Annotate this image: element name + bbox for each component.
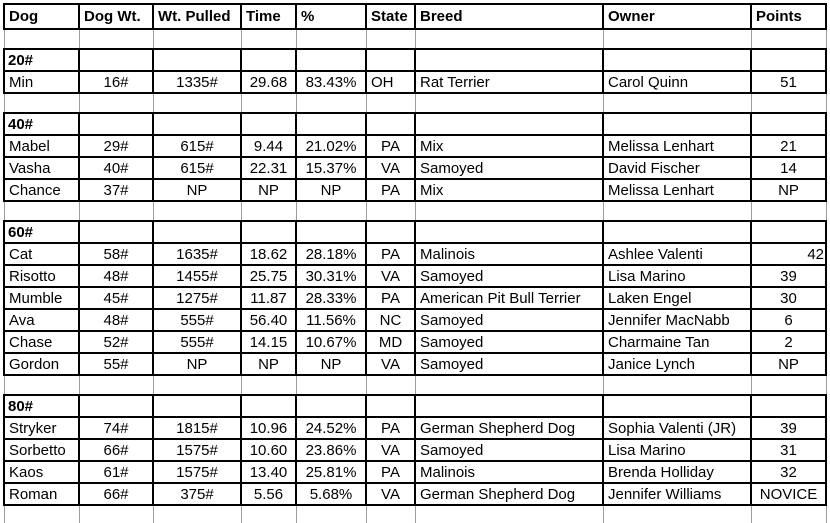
empty-cell: [603, 113, 751, 135]
cell-time: NP: [241, 179, 296, 201]
spacer-row: [4, 29, 826, 49]
empty-cell: [751, 221, 826, 243]
spacer-row: [4, 201, 826, 221]
empty-cell: [241, 49, 296, 71]
empty-cell: [153, 221, 241, 243]
cell-breed: Samoyed: [415, 265, 603, 287]
table-row: [4, 331, 826, 353]
cell-dog: Vasha: [4, 157, 79, 179]
cell-state: PA: [366, 135, 415, 157]
cell-dog-wt: 48#: [79, 309, 153, 331]
cell-breed: Samoyed: [415, 439, 603, 461]
cell-dog-wt: 61#: [79, 461, 153, 483]
cell-owner: Charmaine Tan: [603, 331, 751, 353]
empty-cell: [415, 221, 603, 243]
cell-state: PA: [366, 179, 415, 201]
cell-wt-pulled: 555#: [153, 331, 241, 353]
empty-cell: [415, 113, 603, 135]
section-label: 60#: [4, 221, 79, 243]
cell-time: 22.31: [241, 157, 296, 179]
column-header-points: Points: [751, 4, 826, 29]
gridline-cell: [296, 93, 366, 113]
table-row: [4, 417, 826, 439]
gridline-cell: [79, 93, 153, 113]
cell-points: 2: [751, 331, 826, 353]
cell-breed: Samoyed: [415, 309, 603, 331]
empty-cell: [296, 113, 366, 135]
spacer-row-final: [4, 505, 826, 523]
gridline-cell: [79, 201, 153, 221]
empty-cell: [241, 395, 296, 417]
cell-dog-wt: 58#: [79, 243, 153, 265]
cell-breed: Malinois: [415, 243, 603, 265]
empty-cell: [296, 395, 366, 417]
gridline-cell: [296, 201, 366, 221]
cell-owner: Melissa Lenhart: [603, 179, 751, 201]
cell-wt-pulled: 1575#: [153, 461, 241, 483]
cell-dog-wt: 40#: [79, 157, 153, 179]
gridline-cell: [603, 375, 751, 395]
empty-cell: [79, 49, 153, 71]
cell-state: PA: [366, 243, 415, 265]
empty-cell: [153, 113, 241, 135]
cell-dog-wt: 74#: [79, 417, 153, 439]
gridline-cell: [366, 29, 415, 49]
table-row: [4, 135, 826, 157]
cell-pct: 21.02%: [296, 135, 366, 157]
cell-time: 11.87: [241, 287, 296, 309]
cell-owner: Ashlee Valenti: [603, 243, 751, 265]
cell-breed: Malinois: [415, 461, 603, 483]
gridline-cell: [751, 505, 826, 523]
cell-state: VA: [366, 483, 415, 505]
cell-points: 30: [751, 287, 826, 309]
cell-state: PA: [366, 461, 415, 483]
empty-cell: [751, 49, 826, 71]
empty-cell: [79, 221, 153, 243]
column-header-wt-pulled: Wt. Pulled: [153, 4, 241, 29]
cell-pct: NP: [296, 353, 366, 375]
table-row: [4, 309, 826, 331]
cell-owner: David Fischer: [603, 157, 751, 179]
cell-wt-pulled: NP: [153, 353, 241, 375]
empty-cell: [751, 113, 826, 135]
cell-state: VA: [366, 439, 415, 461]
gridline-cell: [153, 93, 241, 113]
cell-points: 42: [751, 243, 826, 265]
cell-state: NC: [366, 309, 415, 331]
column-header-dog-wt: Dog Wt.: [79, 4, 153, 29]
cell-dog: Ava: [4, 309, 79, 331]
cell-breed: German Shepherd Dog: [415, 483, 603, 505]
cell-time: 18.62: [241, 243, 296, 265]
cell-points: 32: [751, 461, 826, 483]
cell-state: VA: [366, 265, 415, 287]
gridline-cell: [241, 201, 296, 221]
cell-dog: Sorbetto: [4, 439, 79, 461]
cell-pct: 24.52%: [296, 417, 366, 439]
cell-pct: 10.67%: [296, 331, 366, 353]
gridline-cell: [4, 201, 79, 221]
cell-state: PA: [366, 287, 415, 309]
section-row-20: [4, 49, 826, 71]
cell-dog: Mabel: [4, 135, 79, 157]
cell-time: 29.68: [241, 71, 296, 93]
spacer-row: [4, 375, 826, 395]
cell-points: 14: [751, 157, 826, 179]
cell-owner: Sophia Valenti (JR): [603, 417, 751, 439]
cell-state: MD: [366, 331, 415, 353]
table-row: [4, 179, 826, 201]
empty-cell: [415, 49, 603, 71]
cell-breed: Mix: [415, 135, 603, 157]
gridline-cell: [415, 201, 603, 221]
cell-breed: Samoyed: [415, 331, 603, 353]
cell-pct: NP: [296, 179, 366, 201]
cell-owner: Melissa Lenhart: [603, 135, 751, 157]
cell-owner: Carol Quinn: [603, 71, 751, 93]
gridline-cell: [751, 93, 826, 113]
cell-wt-pulled: 1275#: [153, 287, 241, 309]
gridline-cell: [241, 29, 296, 49]
gridline-cell: [366, 201, 415, 221]
cell-pct: 25.81%: [296, 461, 366, 483]
cell-wt-pulled: 1335#: [153, 71, 241, 93]
cell-wt-pulled: NP: [153, 179, 241, 201]
empty-cell: [751, 395, 826, 417]
cell-wt-pulled: 1815#: [153, 417, 241, 439]
section-label: 20#: [4, 49, 79, 71]
table-row: [4, 353, 826, 375]
column-header-state: State: [366, 4, 415, 29]
cell-state: OH: [366, 71, 415, 93]
table-row: [4, 243, 826, 265]
gridline-cell: [751, 29, 826, 49]
cell-dog: Roman: [4, 483, 79, 505]
gridline-cell: [241, 375, 296, 395]
cell-owner: Lisa Marino: [603, 439, 751, 461]
cell-dog-wt: 29#: [79, 135, 153, 157]
cell-time: 10.60: [241, 439, 296, 461]
gridline-cell: [241, 93, 296, 113]
cell-points: NOVICE: [751, 483, 826, 505]
gridline-cell: [153, 375, 241, 395]
gridline-cell: [603, 201, 751, 221]
cell-time: NP: [241, 353, 296, 375]
cell-points: 39: [751, 265, 826, 287]
table-header: [4, 4, 826, 29]
cell-points: NP: [751, 179, 826, 201]
cell-points: 31: [751, 439, 826, 461]
cell-pct: 23.86%: [296, 439, 366, 461]
cell-points: 21: [751, 135, 826, 157]
cell-pct: 30.31%: [296, 265, 366, 287]
table-row: [4, 287, 826, 309]
gridline-cell: [296, 375, 366, 395]
gridline-cell: [415, 29, 603, 49]
cell-wt-pulled: 555#: [153, 309, 241, 331]
empty-cell: [153, 49, 241, 71]
empty-cell: [153, 395, 241, 417]
gridline-cell: [153, 29, 241, 49]
column-header-pct: %: [296, 4, 366, 29]
cell-dog: Min: [4, 71, 79, 93]
cell-points: NP: [751, 353, 826, 375]
table-row: [4, 483, 826, 505]
cell-dog: Mumble: [4, 287, 79, 309]
cell-owner: Janice Lynch: [603, 353, 751, 375]
empty-cell: [366, 49, 415, 71]
section-label: 80#: [4, 395, 79, 417]
cell-state: PA: [366, 417, 415, 439]
gridline-cell: [4, 375, 79, 395]
cell-dog-wt: 66#: [79, 439, 153, 461]
empty-cell: [241, 221, 296, 243]
cell-time: 56.40: [241, 309, 296, 331]
cell-breed: American Pit Bull Terrier: [415, 287, 603, 309]
cell-dog-wt: 37#: [79, 179, 153, 201]
table-row: [4, 71, 826, 93]
empty-cell: [603, 221, 751, 243]
cell-wt-pulled: 615#: [153, 157, 241, 179]
cell-breed: Mix: [415, 179, 603, 201]
cell-dog-wt: 45#: [79, 287, 153, 309]
gridline-cell: [415, 93, 603, 113]
gridline-cell: [603, 505, 751, 523]
cell-pct: 83.43%: [296, 71, 366, 93]
cell-breed: Rat Terrier: [415, 71, 603, 93]
gridline-cell: [415, 505, 603, 523]
cell-breed: German Shepherd Dog: [415, 417, 603, 439]
table-row: [4, 157, 826, 179]
section-label: 40#: [4, 113, 79, 135]
table-row: [4, 265, 826, 287]
cell-pct: 28.18%: [296, 243, 366, 265]
gridline-cell: [79, 375, 153, 395]
cell-time: 5.56: [241, 483, 296, 505]
empty-cell: [79, 395, 153, 417]
cell-wt-pulled: 1635#: [153, 243, 241, 265]
gridline-cell: [603, 29, 751, 49]
gridline-cell: [366, 375, 415, 395]
gridline-cell: [415, 375, 603, 395]
section-row-40: [4, 113, 826, 135]
cell-points: 39: [751, 417, 826, 439]
cell-time: 14.15: [241, 331, 296, 353]
cell-owner: Jennifer Williams: [603, 483, 751, 505]
cell-dog-wt: 16#: [79, 71, 153, 93]
gridline-cell: [4, 505, 79, 523]
cell-time: 9.44: [241, 135, 296, 157]
cell-breed: Samoyed: [415, 353, 603, 375]
cell-pct: 5.68%: [296, 483, 366, 505]
table-row: [4, 439, 826, 461]
cell-pct: 28.33%: [296, 287, 366, 309]
cell-dog: Chance: [4, 179, 79, 201]
cell-breed: Samoyed: [415, 157, 603, 179]
cell-time: 25.75: [241, 265, 296, 287]
cell-owner: Jennifer MacNabb: [603, 309, 751, 331]
cell-dog: Gordon: [4, 353, 79, 375]
cell-owner: Lisa Marino: [603, 265, 751, 287]
gridline-cell: [603, 93, 751, 113]
gridline-cell: [366, 505, 415, 523]
cell-wt-pulled: 375#: [153, 483, 241, 505]
column-header-dog: Dog: [4, 4, 79, 29]
header-row: [4, 4, 826, 29]
gridline-cell: [296, 29, 366, 49]
column-header-breed: Breed: [415, 4, 603, 29]
empty-cell: [366, 113, 415, 135]
gridline-cell: [4, 93, 79, 113]
gridline-cell: [153, 201, 241, 221]
gridline-cell: [751, 201, 826, 221]
empty-cell: [241, 113, 296, 135]
gridline-cell: [79, 505, 153, 523]
section-row-60: [4, 221, 826, 243]
gridline-cell: [153, 505, 241, 523]
gridline-cell: [751, 375, 826, 395]
empty-cell: [603, 49, 751, 71]
gridline-cell: [4, 29, 79, 49]
table-body: [4, 29, 826, 523]
cell-points: 51: [751, 71, 826, 93]
gridline-cell: [366, 93, 415, 113]
cell-dog-wt: 66#: [79, 483, 153, 505]
cell-dog: Kaos: [4, 461, 79, 483]
cell-points: 6: [751, 309, 826, 331]
cell-dog: Stryker: [4, 417, 79, 439]
cell-dog: Cat: [4, 243, 79, 265]
gridline-cell: [296, 505, 366, 523]
empty-cell: [296, 49, 366, 71]
cell-dog-wt: 55#: [79, 353, 153, 375]
cell-dog-wt: 48#: [79, 265, 153, 287]
cell-time: 13.40: [241, 461, 296, 483]
cell-dog-wt: 52#: [79, 331, 153, 353]
empty-cell: [79, 113, 153, 135]
column-header-time: Time: [241, 4, 296, 29]
cell-time: 10.96: [241, 417, 296, 439]
cell-state: VA: [366, 157, 415, 179]
empty-cell: [603, 395, 751, 417]
cell-wt-pulled: 615#: [153, 135, 241, 157]
cell-dog: Chase: [4, 331, 79, 353]
results-table: [3, 3, 827, 523]
column-header-owner: Owner: [603, 4, 751, 29]
empty-cell: [366, 395, 415, 417]
gridline-cell: [79, 29, 153, 49]
cell-pct: 15.37%: [296, 157, 366, 179]
cell-pct: 11.56%: [296, 309, 366, 331]
spacer-row: [4, 93, 826, 113]
cell-owner: Brenda Holliday: [603, 461, 751, 483]
cell-wt-pulled: 1575#: [153, 439, 241, 461]
empty-cell: [296, 221, 366, 243]
gridline-cell: [241, 505, 296, 523]
empty-cell: [366, 221, 415, 243]
cell-state: VA: [366, 353, 415, 375]
cell-owner: Laken Engel: [603, 287, 751, 309]
empty-cell: [415, 395, 603, 417]
section-row-80: [4, 395, 826, 417]
table-row: [4, 461, 826, 483]
cell-dog: Risotto: [4, 265, 79, 287]
cell-wt-pulled: 1455#: [153, 265, 241, 287]
